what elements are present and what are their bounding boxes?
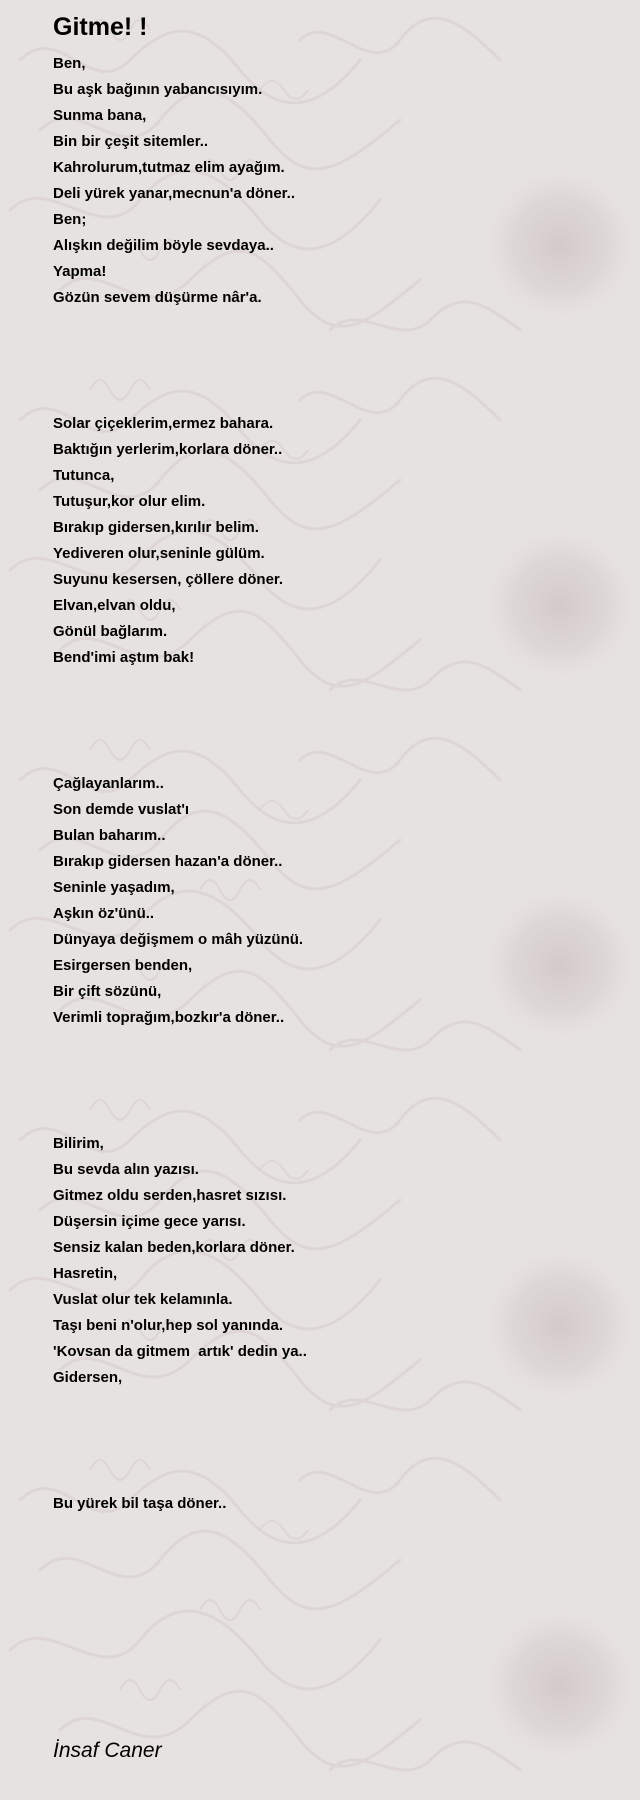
poem-line: Bırakıp gidersen hazan'a döner.. xyxy=(53,853,283,870)
stanza-3 xyxy=(53,771,613,1031)
poem-line: Ben, xyxy=(53,55,86,72)
poem-line: Bırakıp gidersen,kırılır belim. xyxy=(53,519,259,536)
poem-line: Bir çift sözünü, xyxy=(53,983,162,1000)
poem-line: Gönül bağlarım. xyxy=(53,623,168,640)
poem-line: Bu sevda alın yazısı. xyxy=(53,1161,199,1178)
poem-line: Deli yürek yanar,mecnun'a döner.. xyxy=(53,185,295,202)
poem-line: Tutunca, xyxy=(53,467,115,484)
poem-line: Bulan baharım.. xyxy=(53,827,166,844)
poem-line: Gözün sevem düşürme nâr'a. xyxy=(53,289,262,306)
poem-line: Gitmez oldu serden,hasret sızısı. xyxy=(53,1187,287,1204)
poem-line: Bu aşk bağının yabancısıyım. xyxy=(53,81,263,98)
poem-line: Yapma! xyxy=(53,263,107,280)
poem-title: Gitme! ! xyxy=(53,13,148,41)
poem-line: Suyunu kesersen, çöllere döner. xyxy=(53,571,284,588)
stanza-5 xyxy=(53,1491,613,1517)
poem-line: Vuslat olur tek kelamınla. xyxy=(53,1291,233,1308)
poem-line: Bin bir çeşit sitemler.. xyxy=(53,133,209,150)
poem-line: Son demde vuslat'ı xyxy=(53,801,190,818)
poem-line: Hasretin, xyxy=(53,1265,118,1282)
poem-line: Ben; xyxy=(53,211,87,228)
poem-line: Kahrolurum,tutmaz elim ayağım. xyxy=(53,159,285,176)
poem-line: Taşı beni n'olur,hep sol yanında. xyxy=(53,1317,283,1334)
poem-line: Bu yürek bil taşa döner.. xyxy=(53,1495,227,1512)
poem-line: Çağlayanlarım.. xyxy=(53,775,164,792)
poem-line: Sunma bana, xyxy=(53,107,147,124)
poem-line: Sensiz kalan beden,korlara döner. xyxy=(53,1239,295,1256)
poem-line: Tutuşur,kor olur elim. xyxy=(53,493,206,510)
poem-line: 'Kovsan da gitmem artık' dedin ya.. xyxy=(53,1343,307,1360)
stanza-2 xyxy=(53,411,613,671)
poem-line: Yediveren olur,seninle gülüm. xyxy=(53,545,265,562)
poem-line: Solar çiçeklerim,ermez bahara. xyxy=(53,415,274,432)
poem-line: Elvan,elvan oldu, xyxy=(53,597,176,614)
poem-line: Gidersen, xyxy=(53,1369,123,1386)
poem-line: Seninle yaşadım, xyxy=(53,879,175,896)
stanza-1 xyxy=(53,51,613,311)
poem-line: Düşersin içime gece yarısı. xyxy=(53,1213,246,1230)
poem-line: Esirgersen benden, xyxy=(53,957,193,974)
poem-line: Bend'imi aştım bak! xyxy=(53,649,195,666)
stanza-4 xyxy=(53,1131,613,1391)
poem-line: Aşkın öz'ünü.. xyxy=(53,905,155,922)
poem-line: Dünyaya değişmem o mâh yüzünü. xyxy=(53,931,304,948)
poem-line: Verimli toprağım,bozkır'a döner.. xyxy=(53,1009,285,1026)
poem-line: Baktığın yerlerim,korlara döner.. xyxy=(53,441,283,458)
poem-line: Bilirim, xyxy=(53,1135,104,1152)
author-signature: İnsaf Caner xyxy=(53,1739,162,1762)
poem-line: Alışkın değilim böyle sevdaya.. xyxy=(53,237,274,254)
